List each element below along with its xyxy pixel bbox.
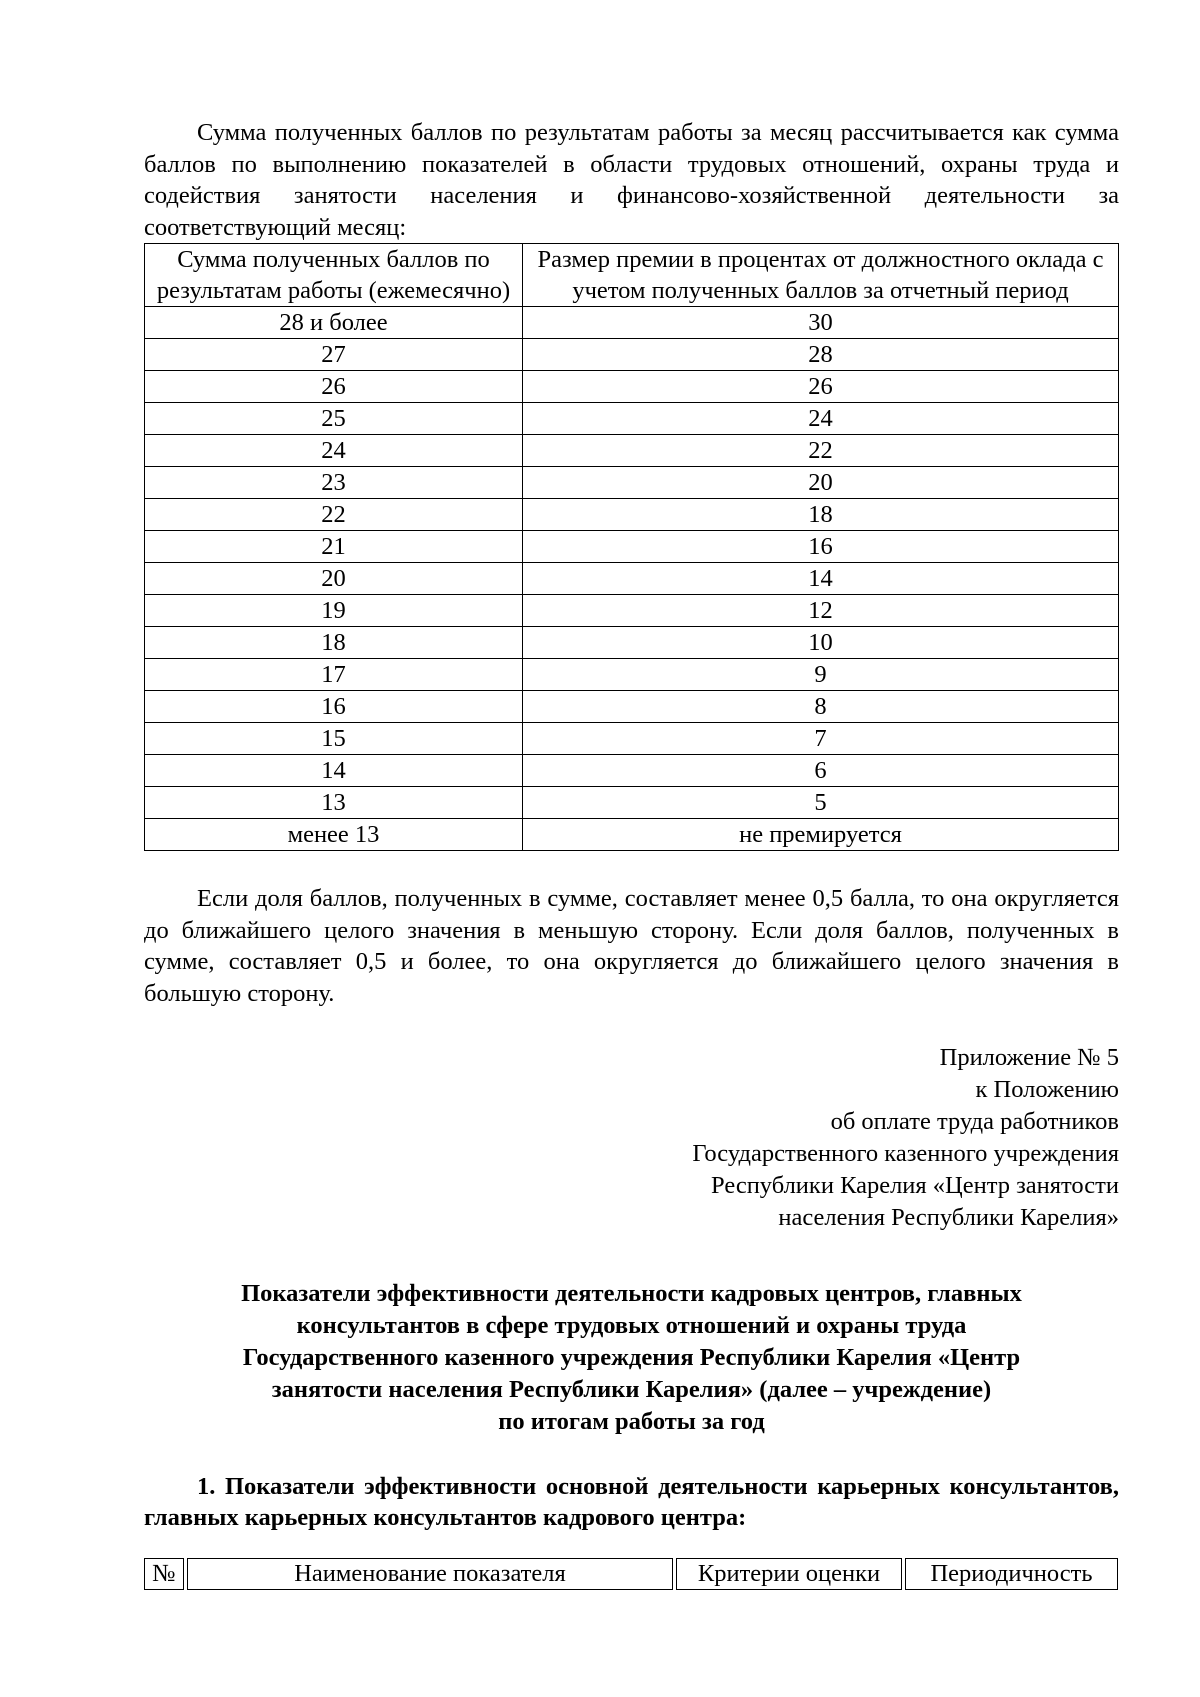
bonus-percent-cell: 10 bbox=[523, 627, 1119, 659]
table-row bbox=[145, 723, 1119, 755]
header-bonus-percent: Размер премии в процентах от должностного оклада с учетом полученных баллов за отчетный период bbox=[523, 244, 1119, 307]
table-row bbox=[145, 371, 1119, 403]
table-row bbox=[145, 627, 1119, 659]
header-indicator-name: Наименование показателя bbox=[187, 1558, 673, 1590]
header-periodicity: Периодичность bbox=[905, 1558, 1118, 1590]
table-row bbox=[145, 339, 1119, 371]
score-cell: 21 bbox=[145, 531, 523, 563]
table-row bbox=[145, 755, 1119, 787]
score-cell: 18 bbox=[145, 627, 523, 659]
score-cell: 13 bbox=[145, 787, 523, 819]
score-cell: 14 bbox=[145, 755, 523, 787]
bonus-percent-cell: не премируется bbox=[523, 819, 1119, 851]
table-row bbox=[145, 499, 1119, 531]
table-row bbox=[145, 691, 1119, 723]
indicators-header-row bbox=[144, 1558, 1118, 1590]
score-cell: 22 bbox=[145, 499, 523, 531]
intro-paragraph: Сумма полученных баллов по результатам работы за месяц рассчитывается как сумма баллов по выполнению показателей в области трудовых отношений, охраны труда и содействия занятости населения и финансово-хозяйственной деятельности за соответствующий месяц: bbox=[144, 119, 1119, 241]
title-line: Государственного казенного учреждения Республики Карелия «Центр bbox=[242, 1344, 1021, 1371]
table-row bbox=[145, 403, 1119, 435]
bonus-percent-cell: 28 bbox=[523, 339, 1119, 371]
table-row bbox=[145, 531, 1119, 563]
bonus-percent-cell: 6 bbox=[523, 755, 1119, 787]
score-cell: 23 bbox=[145, 467, 523, 499]
bonus-percent-cell: 30 bbox=[523, 307, 1119, 339]
table-row bbox=[145, 595, 1119, 627]
appendix-line: Республики Карелия «Центр занятости bbox=[711, 1172, 1119, 1199]
appendix-line: к Положению bbox=[975, 1076, 1119, 1103]
table-row bbox=[145, 307, 1119, 339]
bonus-percent-cell: 20 bbox=[523, 467, 1119, 499]
score-cell: 20 bbox=[145, 563, 523, 595]
bonus-percent-cell: 5 bbox=[523, 787, 1119, 819]
table-header-row bbox=[145, 244, 1119, 307]
rounding-paragraph: Если доля баллов, полученных в сумме, составляет менее 0,5 балла, то она округляется до ближайшего целого значения в меньшую сторону. Если доля баллов, полученных в сумме, составляет 0,5 и более, то она округляется до ближайшего целого значения в большую сторону. bbox=[144, 885, 1119, 1007]
appendix-block bbox=[144, 1042, 1119, 1234]
table-row bbox=[145, 659, 1119, 691]
score-cell: 26 bbox=[145, 371, 523, 403]
section-1-heading: 1. Показатели эффективности основной деятельности карьерных консультантов, главных карьерных консультантов кадрового центра: bbox=[144, 1473, 1119, 1531]
title-line: консультантов в сфере трудовых отношений и охраны труда bbox=[296, 1312, 967, 1339]
table-row bbox=[145, 563, 1119, 595]
score-cell: 25 bbox=[145, 403, 523, 435]
score-cell: менее 13 bbox=[145, 819, 523, 851]
appendix-line: населения Республики Карелия» bbox=[778, 1204, 1119, 1231]
title-line: по итогам работы за год bbox=[498, 1408, 765, 1435]
score-cell: 16 bbox=[145, 691, 523, 723]
header-number: № bbox=[144, 1558, 184, 1590]
table-row bbox=[145, 787, 1119, 819]
bonus-percent-cell: 16 bbox=[523, 531, 1119, 563]
score-cell: 28 и более bbox=[145, 307, 523, 339]
score-cell: 27 bbox=[145, 339, 523, 371]
bonus-percent-cell: 26 bbox=[523, 371, 1119, 403]
bonus-percent-cell: 22 bbox=[523, 435, 1119, 467]
score-table-body bbox=[145, 307, 1119, 851]
appendix-line: Государственного казенного учреждения bbox=[692, 1140, 1119, 1167]
bonus-percent-cell: 8 bbox=[523, 691, 1119, 723]
score-cell: 19 bbox=[145, 595, 523, 627]
bonus-percent-cell: 9 bbox=[523, 659, 1119, 691]
header-score-sum: Сумма полученных баллов по результатам работы (ежемесячно) bbox=[145, 244, 523, 307]
table-row bbox=[145, 819, 1119, 851]
header-evaluation-criteria: Критерии оценки bbox=[676, 1558, 902, 1590]
bonus-percent-cell: 18 bbox=[523, 499, 1119, 531]
bonus-percent-cell: 7 bbox=[523, 723, 1119, 755]
title-line: занятости населения Республики Карелия» (далее – учреждение) bbox=[271, 1376, 992, 1403]
indicators-table bbox=[141, 1558, 1121, 1590]
bonus-score-table bbox=[144, 243, 1119, 851]
appendix-line: об оплате труда работников bbox=[830, 1108, 1119, 1135]
document-page bbox=[144, 117, 1119, 1590]
score-cell: 17 bbox=[145, 659, 523, 691]
appendix-line: Приложение № 5 bbox=[939, 1044, 1119, 1071]
bonus-percent-cell: 24 bbox=[523, 403, 1119, 435]
bonus-percent-cell: 14 bbox=[523, 563, 1119, 595]
table-row bbox=[145, 435, 1119, 467]
title-line: Показатели эффективности деятельности кадровых центров, главных bbox=[241, 1280, 1022, 1307]
score-cell: 15 bbox=[145, 723, 523, 755]
score-cell: 24 bbox=[145, 435, 523, 467]
bonus-percent-cell: 12 bbox=[523, 595, 1119, 627]
table-row bbox=[145, 467, 1119, 499]
document-title bbox=[144, 1278, 1119, 1438]
